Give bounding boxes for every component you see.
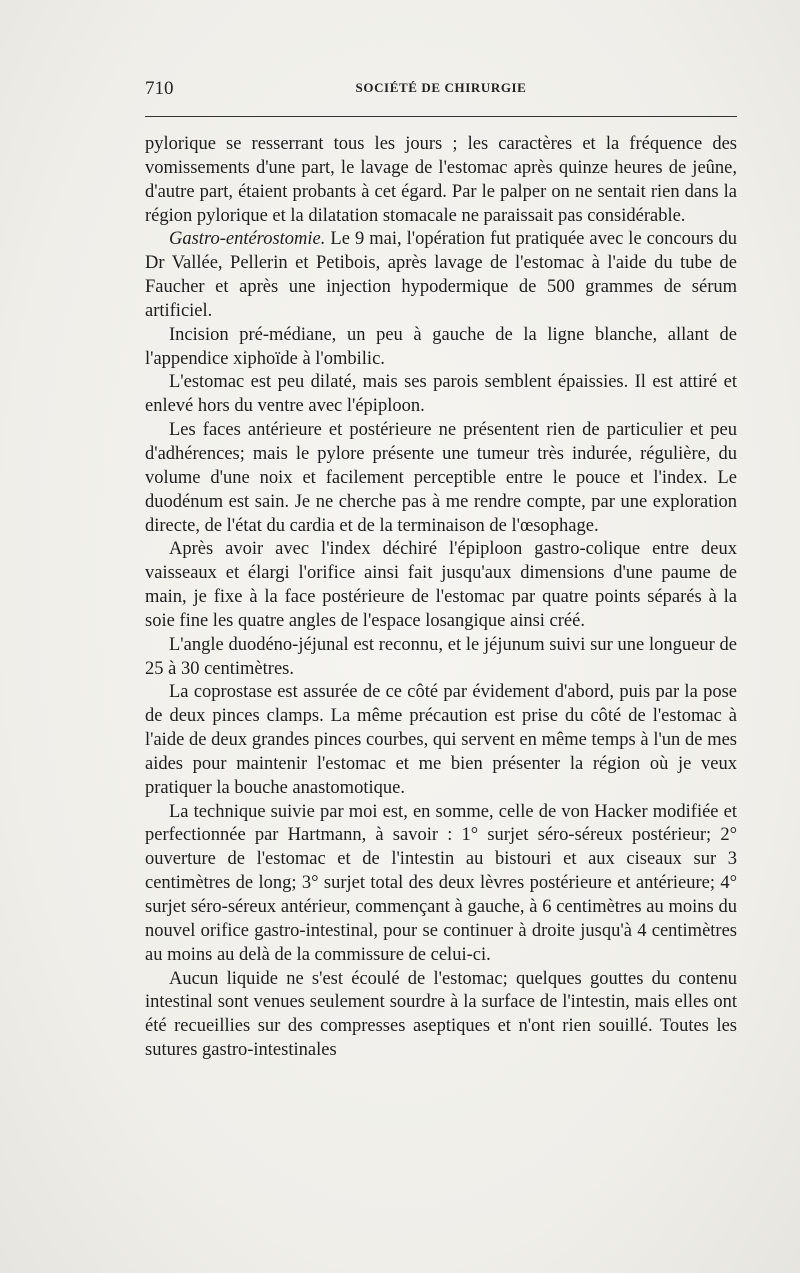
paragraph: L'estomac est peu dilaté, mais ses parois semblent épaissies. Il est attiré et enlevé hors du ventre avec l'épiploon.	[145, 372, 737, 417]
paragraph: La technique suivie par moi est, en somme, celle de von Hacker modifiée et perfectionnée par Hartmann, à savoir : 1° surjet séro-séreux postérieur; 2° ouverture de l'estomac et de l'intestin au bistouri et aux ciseaux sur 3 centimètres de long; 3° surjet total des deux lèvres postérieure et antérieure; 4° surjet séro-séreux antérieur, commençant à gauche, à 6 centimètres au moins du nouvel orifice gastro-intestinal, pour se continuer à droite jusqu'à 4 centimètres au moins au delà de la commissure de celui-ci.	[145, 801, 737, 965]
paragraph: pylorique se resserrant tous les jours ; les caractères et la fréquence des vomissements d'une part, le lavage de l'estomac après quinze heures de jeûne, d'autre part, étaient probants à cet égard. Par le palper on ne sentait rien dans la région pylorique et la dilatation stomacale ne paraissait pas considérable.	[145, 134, 737, 226]
paragraph: La coprostase est assurée de ce côté par évidement d'abord, puis par la pose de deux pinces clamps. La même précaution est prise du côté de l'estomac à l'aide de deux grandes pinces courbes, qui servent en même temps à l'un de mes aides pour maintenir l'estomac et me bien présenter la région où je veux pratiquer la bouche anastomotique.	[145, 682, 737, 798]
body-text	[145, 133, 737, 1063]
paragraph: Les faces antérieure et postérieure ne présentent rien de particulier et peu d'adhérences; mais le pylore présente une tumeur très indurée, régulière, du volume d'une noix et facilement perceptible entre le pouce et l'index. Le duodénum est sain. Je ne cherche pas à me rendre compte, par une exploration directe, de l'état du cardia et de la terminaison de l'œsophage.	[145, 420, 737, 536]
paragraph: L'angle duodéno-jéjunal est reconnu, et le jéjunum suivi sur une longueur de 25 à 30 centimètres.	[145, 634, 737, 679]
paragraph: Aucun liquide ne s'est écoulé de l'estomac; quelques gouttes du contenu intestinal sont venues seulement sourdre à la surface de l'intestin, mais elles ont été recueillies sur des compresses aseptiques et n'ont rien souillé. Toutes les sutures gastro-intestinales	[145, 968, 737, 1061]
running-title: SOCIÉTÉ DE CHIRURGIE	[355, 80, 527, 95]
paragraph: Gastro-entérostomie. Le 9 mai, l'opération fut pratiquée avec le concours du Dr Vallée, Pellerin et Petibois, après lavage de l'estomac à l'aide du tube de Faucher et après une injection hypodermique de 500 grammes de sérum artificiel.	[145, 229, 737, 321]
paragraph: Après avoir avec l'index déchiré l'épiploon gastro-colique entre deux vaisseaux et élargi l'orifice ainsi fait jusqu'aux dimensions d'une paume de main, je fixe à la face postérieure de l'estomac par quatre points séparés à la soie fine les quatre angles de l'espace losangique ainsi créé.	[145, 539, 737, 631]
header-rule	[145, 116, 737, 117]
page-header	[145, 78, 737, 102]
page-number: 710	[145, 78, 174, 99]
section-lead: Gastro-entérostomie.	[169, 229, 326, 250]
paragraph: Incision pré-médiane, un peu à gauche de la ligne blanche, allant de l'appendice xiphoïde à l'ombilic.	[145, 324, 737, 369]
